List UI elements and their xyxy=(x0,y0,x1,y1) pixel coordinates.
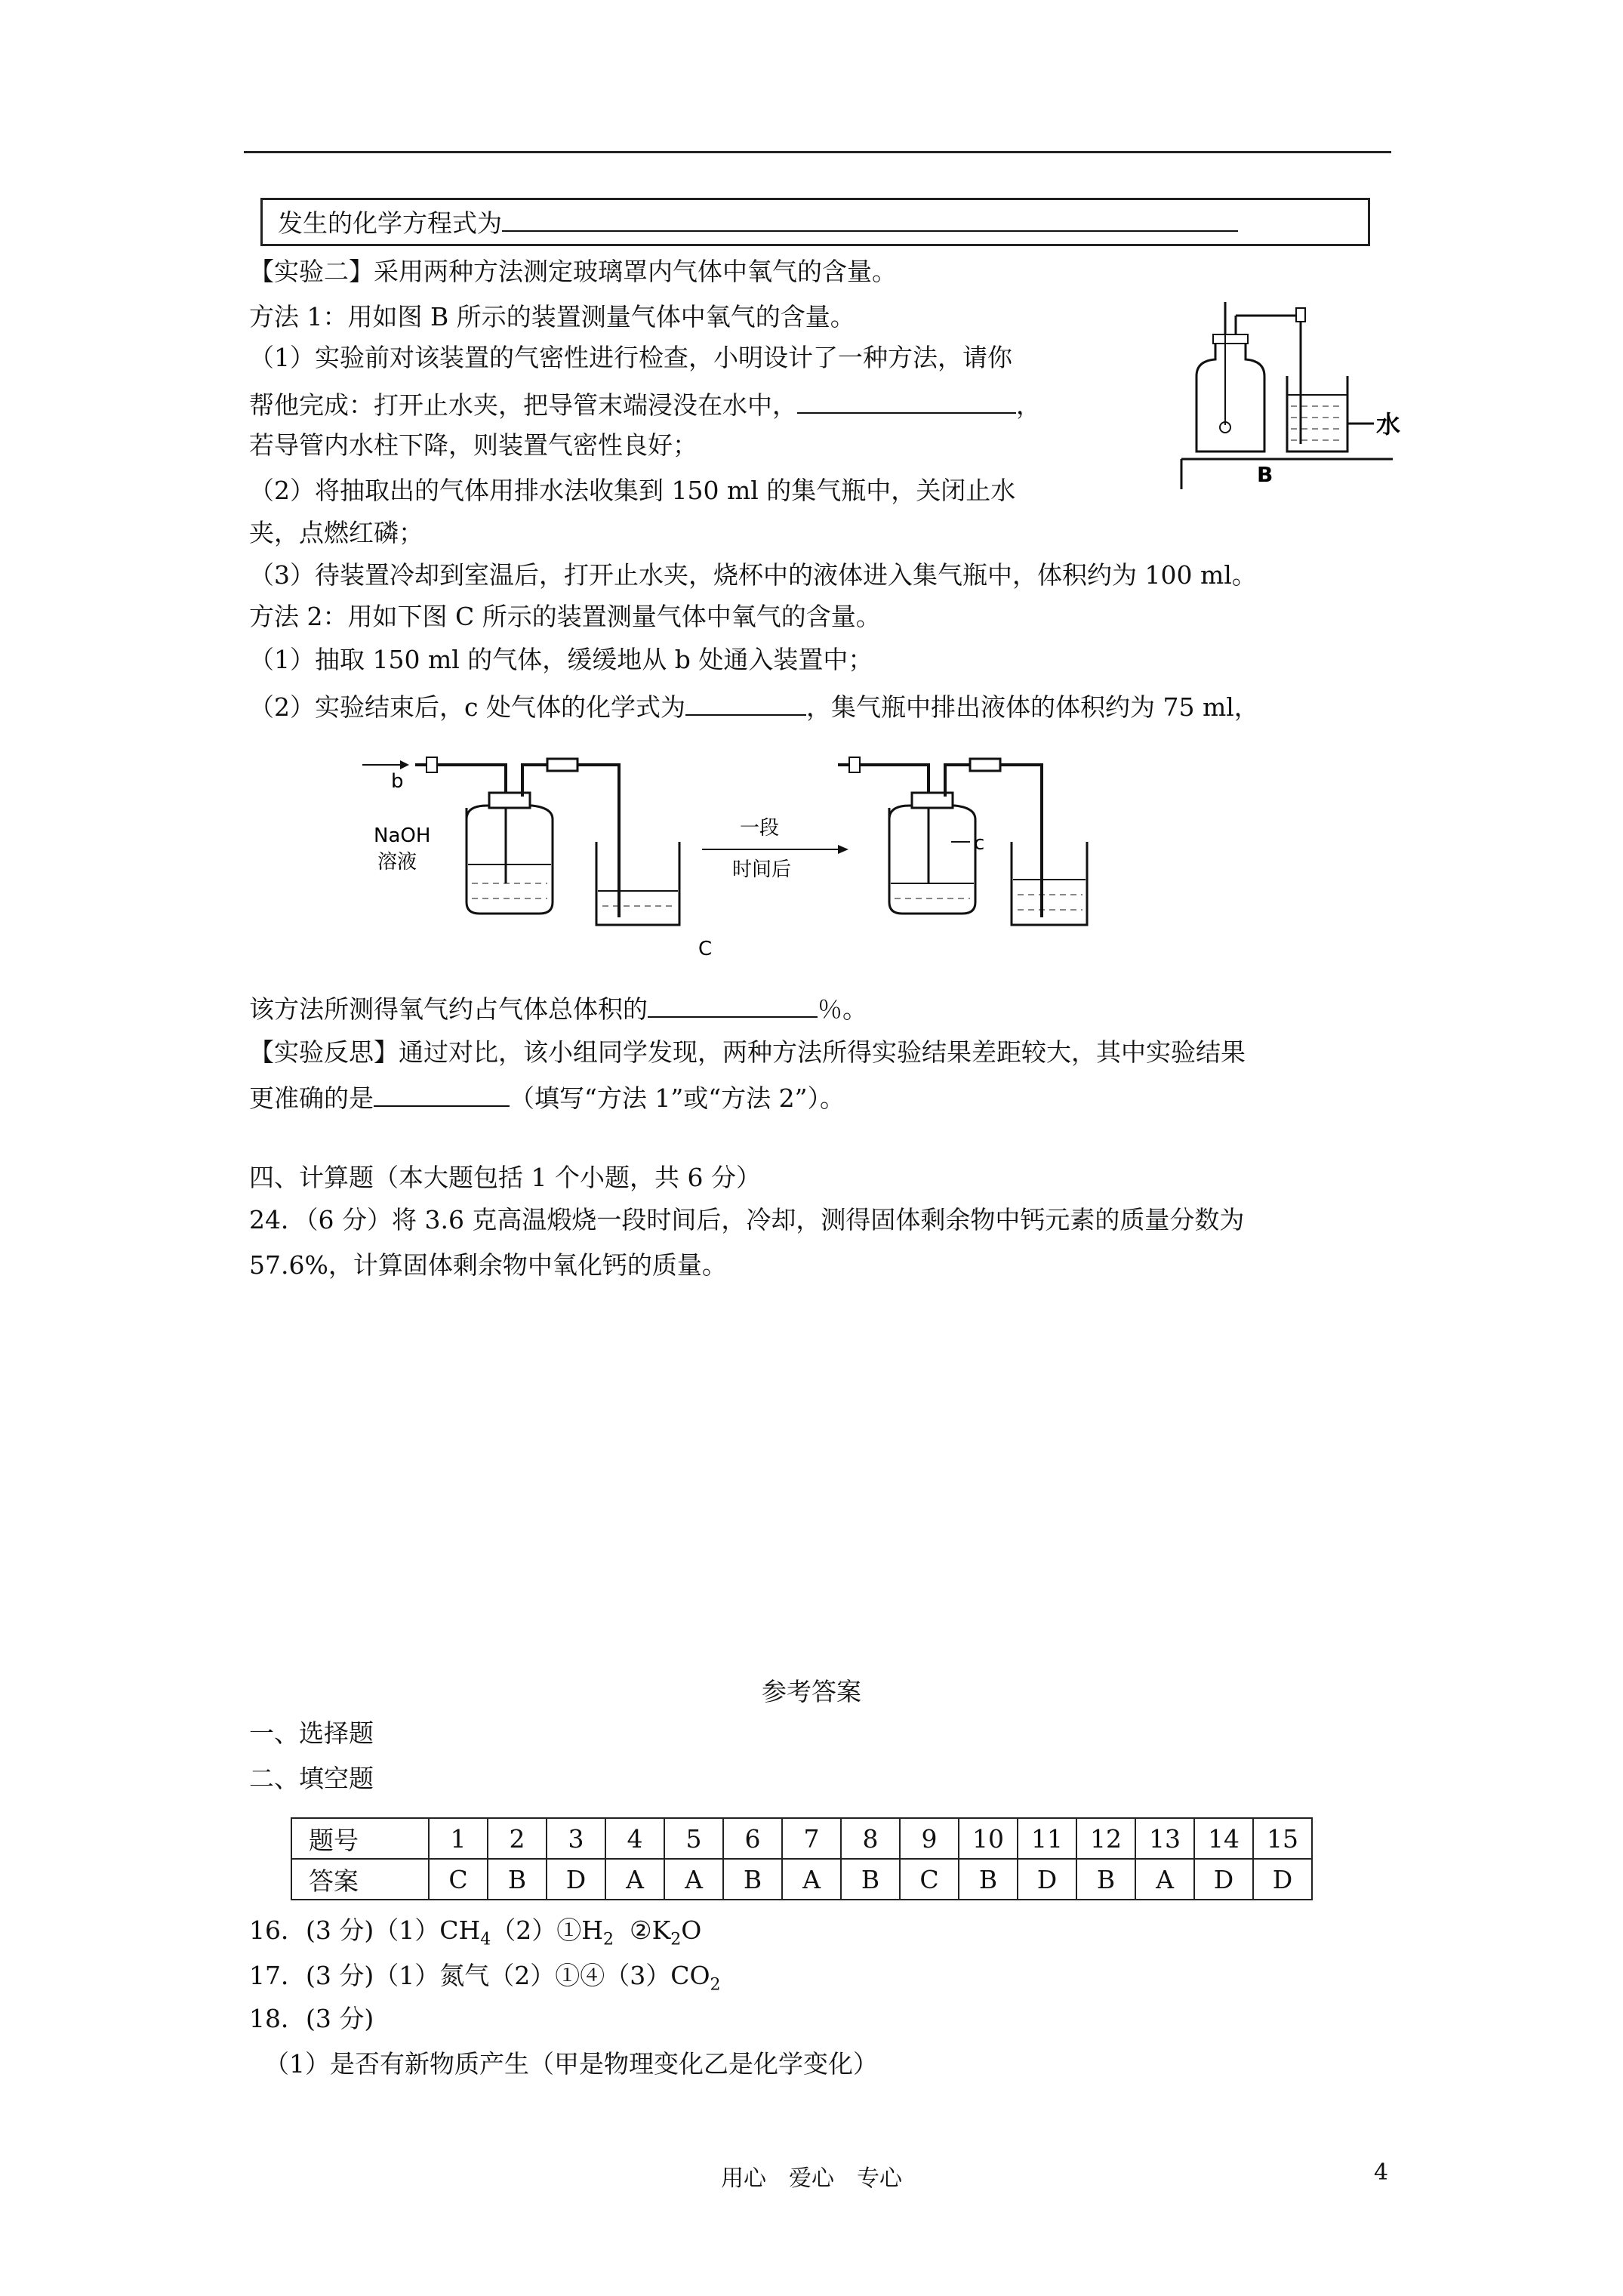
answer-16: 16．(3 分)$(1)CH_4(2)①H_2$ $②K_2O$ xyxy=(249,1915,702,1949)
answer-17: 17．(3 分)（1）氮气$(2)①④(3)CO_2$ xyxy=(249,1961,721,1995)
answer-blank[interactable] xyxy=(685,689,806,716)
figure-b xyxy=(1174,300,1431,497)
cell: D xyxy=(1018,1859,1076,1900)
header-rule xyxy=(244,151,1391,153)
answer-blank[interactable] xyxy=(502,205,1238,232)
cell: A xyxy=(782,1859,841,1900)
row-head-number: 题号 xyxy=(291,1818,429,1859)
cell: 6 xyxy=(723,1818,782,1859)
label-c: c xyxy=(974,832,985,855)
cell: B xyxy=(841,1859,900,1900)
cell: B xyxy=(488,1859,547,1900)
cell: C xyxy=(900,1859,959,1900)
label-arrow-1: 一段 xyxy=(740,817,780,840)
comma: ， xyxy=(1016,390,1041,420)
cell: 3 xyxy=(547,1818,605,1859)
m1-q1-line-b: 帮他完成：打开止水夹，把导管末端浸没在水中， xyxy=(249,390,797,420)
label-arrow-2: 时间后 xyxy=(732,858,792,881)
answer-blank[interactable] xyxy=(648,991,818,1018)
method2-line: 方法 2：用如下图 C 所示的装置测量气体中氧气的含量。 xyxy=(249,602,881,631)
cell: D xyxy=(1194,1859,1253,1900)
answer-18: 18．(3 分) xyxy=(249,2004,374,2033)
cell: C xyxy=(429,1859,488,1900)
label-solution: 溶液 xyxy=(377,851,417,874)
cell: 2 xyxy=(488,1818,547,1859)
cell: 13 xyxy=(1135,1818,1194,1859)
cell: 10 xyxy=(959,1818,1018,1859)
m1-q3-line: （3）待装置冷却到室温后，打开止水夹，烧杯中的液体进入集气瓶中，体积约为 100 ml。 xyxy=(249,560,1257,590)
cell: A xyxy=(605,1859,664,1900)
reflect-line-a: 【实验反思】通过对比，该小组同学发现，两种方法所得实验结果差距较大，其中实验结果 xyxy=(249,1037,1246,1067)
exp2-title: 【实验二】采用两种方法测定玻璃罩内气体中氧气的含量。 xyxy=(249,257,897,286)
cell: 5 xyxy=(664,1818,723,1859)
cell: 7 xyxy=(782,1818,841,1859)
answers-title: 参考答案 xyxy=(762,1677,861,1706)
label-naoh: NaOH xyxy=(374,824,431,847)
cell: B xyxy=(959,1859,1018,1900)
cell: A xyxy=(1135,1859,1194,1900)
m1-q1-line-a: （1）实验前对该装置的气密性进行检查，小明设计了一种方法，请你 xyxy=(249,343,1012,372)
m1-q2-line-b: 夹，点燃红磷； xyxy=(249,518,423,547)
cell: 8 xyxy=(841,1818,900,1859)
equation-box xyxy=(260,198,1370,246)
footer-text: 用心 爱心 专心 xyxy=(721,2165,902,2192)
m1-q1-line-c: 若导管内水柱下降，则装置气密性良好； xyxy=(249,430,698,460)
cell: B xyxy=(1076,1859,1135,1900)
cell: D xyxy=(547,1859,605,1900)
answer-blank[interactable] xyxy=(374,1080,510,1107)
m2-q2-line-a: （2）实验结束后，c 处气体的化学式为 xyxy=(249,692,685,722)
cell: 12 xyxy=(1076,1818,1135,1859)
answer-table xyxy=(291,1817,1313,1900)
cell: 11 xyxy=(1018,1818,1076,1859)
answer-18-1: （1）是否有新物质产生（甲是物理变化乙是化学变化） xyxy=(264,2049,878,2079)
m2-q3-line-a: 该方法所测得氧气约占气体总体积的 xyxy=(249,994,648,1024)
box-text: 发生的化学方程式为 xyxy=(278,208,502,238)
answers-sec1: 一、选择题 xyxy=(249,1718,374,1748)
cell: D xyxy=(1253,1859,1312,1900)
answers-sec2: 二、填空题 xyxy=(249,1764,374,1793)
q24-line-a: 24．（6 分）将 3.6 克高温煅烧一段时间后，冷却，测得固体剩余物中钙元素的质量分数为 xyxy=(249,1205,1245,1234)
q24-line-b: 57.6%，计算固体剩余物中氧化钙的质量。 xyxy=(249,1250,727,1280)
table-row xyxy=(291,1859,1312,1900)
reflect-line-b: 更准确的是 xyxy=(249,1083,374,1113)
cell: 15 xyxy=(1253,1818,1312,1859)
reflect-line-b-end: （填写“方法 1”或“方法 2”）。 xyxy=(510,1083,845,1113)
figure-c xyxy=(355,736,1095,963)
m1-q2-line-a: （2）将抽取出的气体用排水法收集到 150 ml 的集气瓶中，关闭止水 xyxy=(249,476,1016,505)
section4-title: 四、计算题（本大题包括 1 个小题，共 6 分） xyxy=(249,1163,761,1192)
answer-blank[interactable] xyxy=(797,387,1016,414)
label-C: C xyxy=(698,938,713,960)
cell: 14 xyxy=(1194,1818,1253,1859)
cell: 1 xyxy=(429,1818,488,1859)
m2-q2-line-b: ，集气瓶中排出液体的体积约为 75 ml， xyxy=(805,692,1259,722)
cell: 4 xyxy=(605,1818,664,1859)
cell: B xyxy=(723,1859,782,1900)
method1-line: 方法 1：用如图 B 所示的装置测量气体中氧气的含量。 xyxy=(249,302,855,331)
cell: A xyxy=(664,1859,723,1900)
label-water: 水 xyxy=(1376,410,1401,439)
m2-q1-line: （1）抽取 150 ml 的气体，缓缓地从 b 处通入装置中； xyxy=(249,645,873,674)
row-head-answer: 答案 xyxy=(291,1859,429,1900)
m2-q3-line-b: ％。 xyxy=(818,994,867,1024)
table-row xyxy=(291,1818,1312,1859)
label-B: B xyxy=(1257,462,1273,487)
cell: 9 xyxy=(900,1818,959,1859)
label-b: b xyxy=(391,770,404,793)
page-number: 4 xyxy=(1374,2159,1389,2186)
